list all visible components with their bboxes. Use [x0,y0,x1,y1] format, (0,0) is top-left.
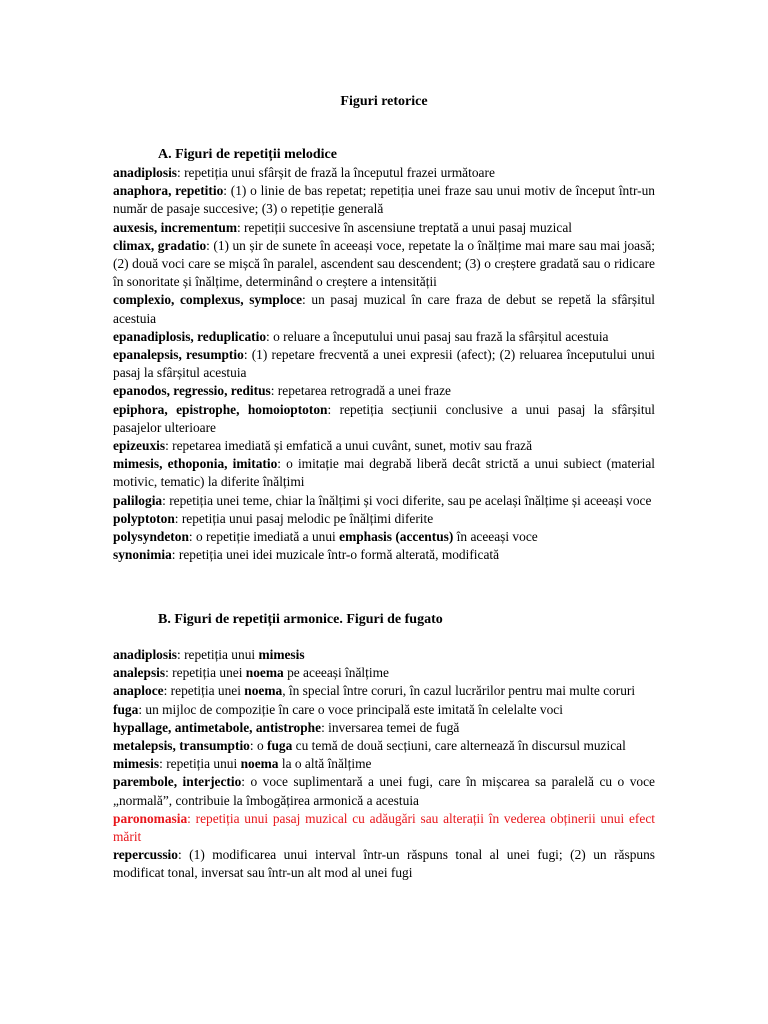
glossary-entry [113,492,655,510]
glossary-entry [113,291,655,327]
glossary-entry [113,182,655,218]
glossary-entry [113,773,655,809]
section-b-list [113,646,655,883]
glossary-entry [113,810,655,846]
entry-term: anadiplosis [113,647,178,662]
entry-definition: : repetiția unui [159,756,241,772]
entry-inline-term: noema [244,683,283,699]
entry-definition: : repetiția unei [163,683,245,699]
entry-definition-continued: pe aceeași înălțime [283,665,389,681]
entry-definition: : o reluare a începutului unui pasaj sau frază la sfârșitul acestuia [266,328,609,344]
entry-term: synonimia [113,547,172,563]
glossary-entry [113,237,655,292]
glossary-entry [113,437,655,455]
entry-term: epanalepsis, resumptio [113,347,244,363]
entry-definition-continued: cu temă de două secțiuni, care alternează în discursul muzical [292,738,626,754]
entry-definition: : repetiția unei teme, chiar la înălțimi și voci diferite, sau pe același înălțime și aceeași voce [162,492,652,508]
entry-definition: : o voce suplimentară a unei fugi, care în mișcarea sa paralelă cu o voce „normală”, contribuie la îmbogățirea armonică a acestuia [113,774,655,808]
entry-inline-term: fuga [267,738,293,754]
entry-definition: : (1) un șir de sunete în aceeași voce, repetate la o înălțime mai mare sau mai joasă; (2) două voci care se mișcă în paralel, ascendent sau descendent; (3) o creștere gradată sau o ridicare în sonoritate și înălțime, determinând o creștere a intensității [113,237,655,290]
section-a-list [113,164,655,564]
page-title: Figuri retorice [340,94,428,109]
entry-definition-continued: , în special între coruri, în cazul lucrărilor pentru mai multe coruri [282,683,636,699]
entry-definition: : (1) modificarea unui interval într-un răspuns tonal al unei fugi; (2) un răspuns modificat tonal, inversat sau într-un alt mod al unei fugi [113,847,655,881]
glossary-entry [113,664,655,682]
entry-inline-term: emphasis (accentus) [339,529,454,545]
entry-term: epanadiplosis, reduplicatio [113,328,267,344]
entry-term: complexio, complexus, symploce [113,292,303,308]
entry-term: climax, gradatio [113,237,207,253]
entry-term: epiphora, epistrophe, homoioptoton [113,401,328,417]
entry-term: parembole, interjectio [113,774,242,790]
entry-term: epanodos, regressio, reditus [113,383,271,399]
glossary-entry [113,510,655,528]
glossary-entry [113,755,655,773]
entry-definition: : repetiții succesive în ascensiune treptată a unui pasaj muzical [236,219,572,235]
entry-definition: : (1) repetare frecventă a unei expresii (afect); (2) reluarea începutului unui pasaj la sfârșitul acestuia [113,347,655,381]
glossary-entry [113,219,655,237]
entry-definition: : repetiția unui pasaj melodic pe înălțimi diferite [174,510,434,526]
entry-definition: : o [249,738,268,754]
entry-term: fuga [113,701,139,717]
entry-definition: : un mijloc de compoziție în care o voce principală este imitată în celelalte voci [138,701,563,717]
entry-term: paronomasia [113,810,188,826]
glossary-entry [113,719,655,737]
entry-definition: : repetiția secțiunii conclusive a unui pasaj la sfârșitul pasajelor ulterioare [113,401,656,435]
glossary-entry [113,546,655,564]
entry-definition: : inversarea temei de fugă [321,719,460,735]
entry-term: hypallage, antimetabole, antistrophe [113,719,322,735]
entry-term: analepsis [113,665,166,681]
section-a-heading: A. Figuri de repetiții melodice [158,147,337,162]
glossary-entry [113,646,655,664]
entry-term: anaploce [113,683,164,699]
glossary-entry [113,455,655,491]
entry-definition: : repetiția unui sfârșit de frază la începutul frazei următoare [177,165,495,180]
entry-term: anadiplosis [113,165,178,180]
entry-definition: : repetiția unei [165,665,246,681]
glossary-entry [113,737,655,755]
entry-term: auxesis, incrementum [113,219,237,235]
entry-term: palilogia [113,492,163,508]
entry-definition: : un pasaj muzical în care fraza de debut se repetă la sfârșitul acestuia [113,292,655,326]
entry-term: polysyndeton [113,529,189,545]
entry-definition-continued: la o altă înălțime [278,756,372,772]
entry-definition: : repetarea imediată și emfatică a unui cuvânt, sunet, motiv sau frază [165,438,533,454]
entry-term: epizeuxis [113,438,166,454]
entry-definition: : repetiția unui [177,647,259,662]
entry-inline-term: noema [240,756,279,772]
entry-term: anaphora, repetitio [113,183,224,199]
entry-definition: : repetarea retrogradă a unei fraze [270,383,452,399]
entry-term: metalepsis, transumptio [113,738,250,754]
entry-definition: : o repetiție imediată a unui [188,529,340,545]
glossary-entry [113,701,655,719]
glossary-entry [113,328,655,346]
glossary-entry [113,528,655,546]
entry-definition: : repetiția unui pasaj muzical cu adăugări sau alterații în vederea obținerii unui efect mărit [113,810,655,845]
section-b-heading: B. Figuri de repetiții armonice. Figuri de fugato [158,612,443,627]
entry-term: polyptoton [113,510,175,526]
glossary-entry [113,846,655,882]
glossary-entry [113,401,655,437]
entry-inline-term: mimesis [258,647,305,662]
entry-definition: : repetiția unei idei muzicale într-o formă alterată, modificată [171,547,500,563]
entry-term: repercussio [113,847,178,863]
glossary-entry [113,682,655,700]
glossary-entry [113,346,655,382]
glossary-entry [113,382,655,400]
entry-definition-continued: în aceeași voce [453,529,538,545]
entry-inline-term: noema [245,665,284,681]
glossary-entry [113,164,655,182]
entry-term: mimesis, ethoponia, imitatio [113,456,278,472]
entry-definition: : o imitație mai degrabă liberă decât strictă a unui subiect (material motivic, tematic) la diferite înălțimi [113,456,655,490]
entry-term: mimesis [113,756,160,772]
entry-definition: : (1) o linie de bas repetat; repetiția unei fraze sau unui motiv de început într-un număr de pasaje succesive; (3) o repetiție generală [113,183,656,217]
